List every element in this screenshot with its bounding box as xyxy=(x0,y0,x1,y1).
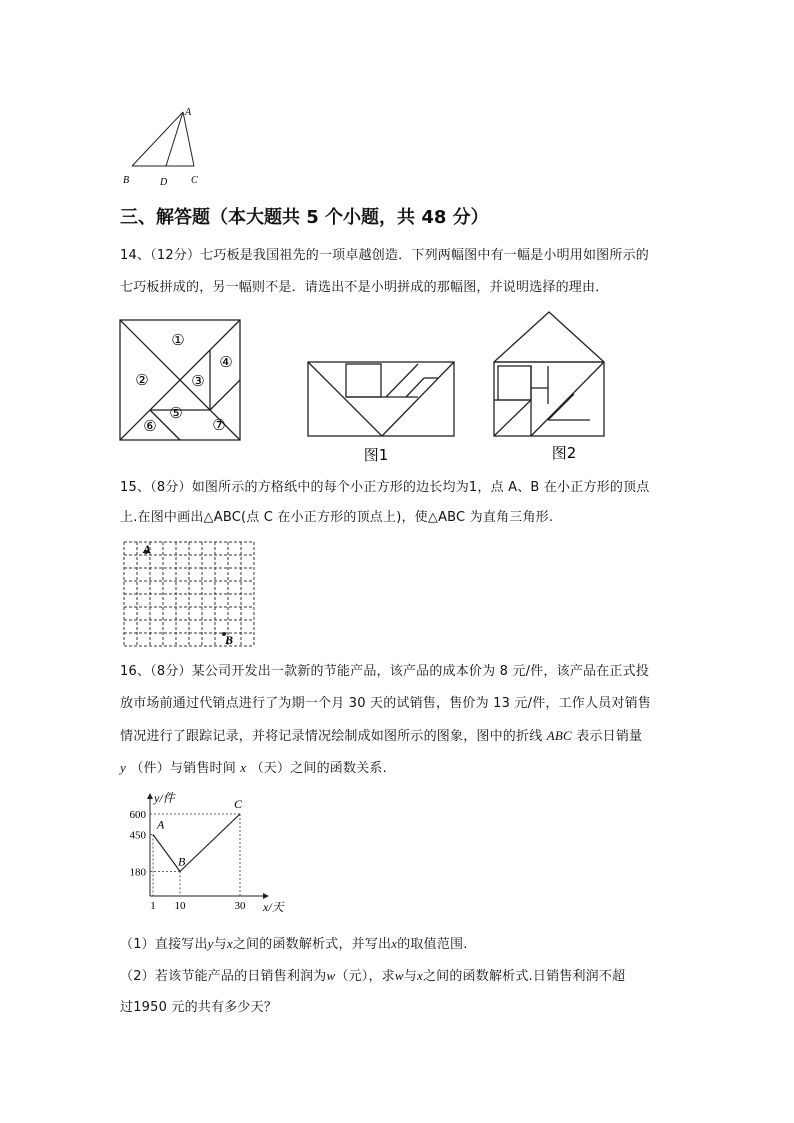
fig2-caption: 图2 xyxy=(551,444,577,462)
q16-line4-x: x xyxy=(240,760,247,775)
y-tick-180: 180 xyxy=(129,866,146,879)
label-b: B xyxy=(123,175,130,186)
q16-line3-text-b: 表示日销量 xyxy=(576,729,643,744)
q16-sub2-w2: w xyxy=(394,968,404,983)
q16-line3-text-a: 情况进行了跟踪记录，并将记录情况绘制成如图所示的图象，图中的折线 xyxy=(120,729,543,744)
tangram-piece-1: ① xyxy=(171,331,185,349)
series-line xyxy=(153,814,240,871)
q16-sub2-a: （2）若该节能产品的日销售利润为 xyxy=(120,969,327,984)
triangle-figure xyxy=(118,104,218,190)
q16-sub2 xyxy=(120,961,680,992)
q16-line4-text-b: （天）之间的函数关系. xyxy=(250,761,387,776)
q14-line1: 14、（12分）七巧板是我国祖先的一项卓越创造．下列两幅图中有一幅是小明用如图所示的 xyxy=(120,248,649,263)
grid-lines xyxy=(124,542,254,646)
q16-line3-math: ABC xyxy=(546,728,572,743)
q14-line2: 七巧板拼成的，另一幅则不是．请选出不是小明拼成的那幅图，并说明选择的理由． xyxy=(120,280,609,295)
x-axis-label: x/天 xyxy=(263,900,284,914)
figure-2 xyxy=(490,308,612,466)
figure-1 xyxy=(306,360,458,468)
label-d: D xyxy=(160,177,168,188)
q16-sub1-d: 的取值范围. xyxy=(397,937,468,952)
q16-sub1-b: 与 xyxy=(213,937,227,952)
x-tick-1: 1 xyxy=(150,900,156,912)
q16-sub2-w: w xyxy=(326,968,336,983)
label-a: A xyxy=(185,107,192,118)
y-axis-label: y/件 xyxy=(154,791,175,805)
q16-line4 xyxy=(120,753,680,784)
tangram-figure xyxy=(118,318,244,444)
sales-chart xyxy=(118,788,298,918)
q15-line2: 上.在图中画出△ABC(点 C 在小正方形的顶点上)，使△ABC 为直角三角形. xyxy=(120,510,554,525)
q16-sub2-b: （元），求 xyxy=(335,969,395,984)
y-tick-600: 600 xyxy=(129,809,146,821)
point-label-A: A xyxy=(157,817,165,832)
y-tick-450: 450 xyxy=(129,829,146,842)
segment-ad xyxy=(166,112,183,166)
x-tick-30: 30 xyxy=(234,900,246,912)
tangram-piece-7: ⑦ xyxy=(212,416,226,434)
point-label-B: B xyxy=(178,854,186,869)
q16-sub1-x2: x xyxy=(391,936,398,951)
q16-sub2-x: x xyxy=(416,968,423,983)
q16-sub2-line2: 过1950 元的共有多少天？ xyxy=(120,1000,278,1015)
label-point-b: B xyxy=(225,633,234,647)
tangram-piece-4: ④ xyxy=(219,353,233,371)
q16-sub1-a: （1）直接写出 xyxy=(120,937,208,952)
tangram-piece-5: ⑤ xyxy=(169,404,183,422)
side-ab xyxy=(132,112,183,166)
q16-line4-y: y xyxy=(120,760,126,775)
x-tick-10: 10 xyxy=(174,900,186,912)
q16-sub1-y: y xyxy=(207,936,214,951)
label-point-a: A xyxy=(143,542,152,556)
point-label-C: C xyxy=(234,797,243,811)
q15-line1: 15、（8分）如图所示的方格纸中的每个小正方形的边长均为1，点 A、B 在小正方形的顶点 xyxy=(120,480,650,495)
q16-sub2-d: 之间的函数解析式.日销售利润不超 xyxy=(422,969,626,984)
q16-line3 xyxy=(120,721,680,752)
q16-line4-text-a: （件）与销售时间 xyxy=(130,761,236,776)
q16-sub2-c: 与 xyxy=(403,969,417,984)
tangram-piece-2: ② xyxy=(135,371,149,389)
tangram-piece-6: ⑥ xyxy=(143,417,157,435)
side-ac xyxy=(183,112,194,166)
tangram-piece-3: ③ xyxy=(191,372,205,390)
label-c: C xyxy=(191,175,198,186)
q16-sub1 xyxy=(120,929,680,960)
fig1-caption: 图1 xyxy=(363,446,389,464)
q16-line1: 16、（8分）某公司开发出一款新的节能产品，该产品的成本价为 8 元/件，该产品在正式投 xyxy=(120,664,650,679)
q16-sub1-x: x xyxy=(226,936,233,951)
q16-sub1-c: 之间的函数解析式，并写出 xyxy=(232,937,392,952)
q16-line2: 放市场前通过代销点进行了为期一个月 30 天的试销售，售价为 13 元/件，工作人员对销售 xyxy=(120,696,651,711)
section-title: 三、解答题（本大题共 5 个小题，共 48 分） xyxy=(120,207,489,228)
grid-figure xyxy=(120,538,266,650)
